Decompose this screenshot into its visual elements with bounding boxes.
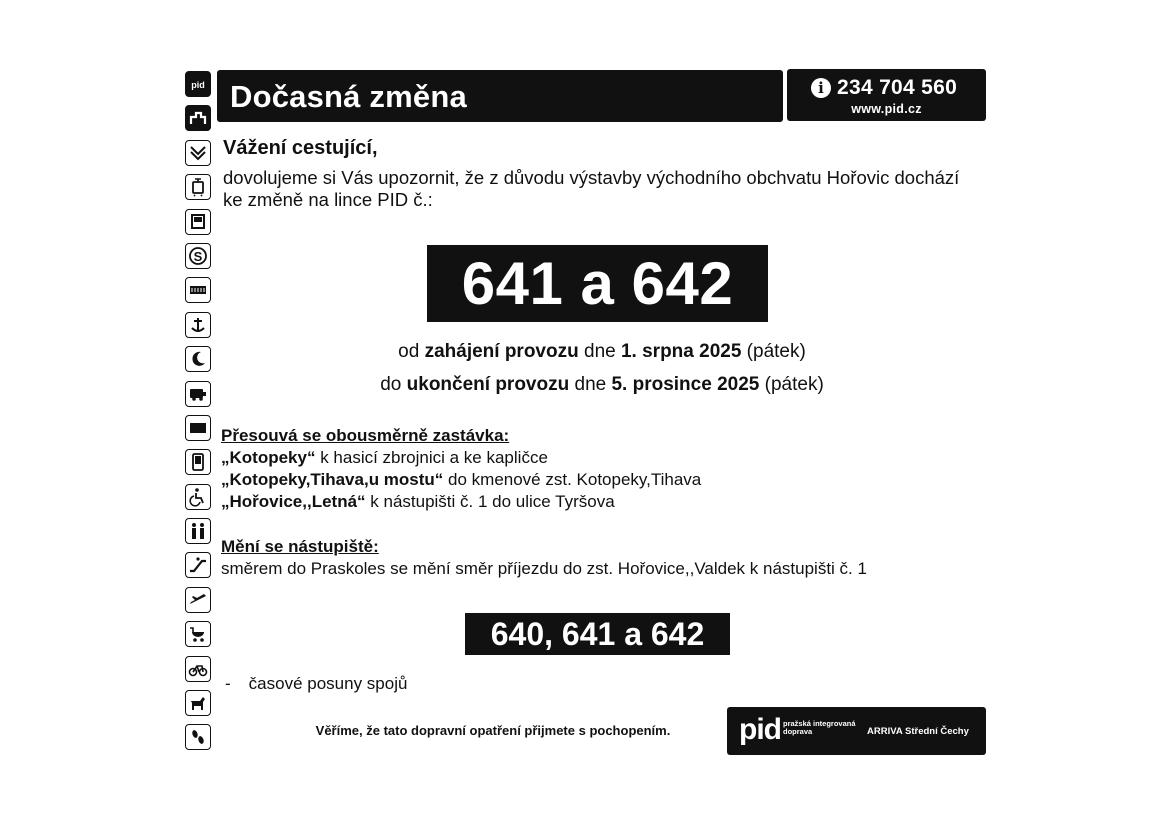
list-item: „Kotopeky,Tihava,u mostu“ do kmenové zst. Kotopeky,Tihava (221, 470, 702, 489)
svg-text:pid: pid (191, 80, 205, 90)
airplane-icon (185, 587, 211, 613)
list-item: „Hořovice,,Letná“ k nástupišti č. 1 do ulice Tyršova (221, 492, 615, 511)
dog-icon (185, 690, 211, 716)
contact-box (787, 69, 986, 121)
title-bar (217, 70, 783, 122)
page-title: Dočasná změna (230, 79, 467, 114)
svg-text:S: S (193, 248, 203, 264)
note-dash: - (225, 674, 231, 693)
train-icon (185, 209, 211, 235)
ferry-icon (185, 312, 211, 338)
bicycle-icon (185, 656, 211, 682)
night-icon (185, 346, 211, 372)
pid-logo: pid (739, 713, 781, 746)
platform-heading: Mění se nástupiště: (221, 537, 379, 556)
escalator-icon (185, 552, 211, 578)
ticket-icon (185, 277, 211, 303)
s-train-icon (185, 243, 211, 269)
primary-lines-box: 641 a 642 (427, 245, 768, 322)
note (225, 674, 407, 694)
bus-icon (185, 381, 211, 407)
phone-number: 234 704 560 (837, 76, 958, 99)
icon-strip (185, 71, 213, 759)
secondary-lines-box: 640, 641 a 642 (465, 613, 730, 655)
website: www.pid.cz (851, 102, 922, 116)
tram-icon (185, 174, 211, 200)
note-text: časové posuny spojů (248, 674, 408, 693)
list-item: „Kotopeky“ k hasicí zbrojnici a ke kapličce (221, 448, 548, 467)
platform-text: směrem do Praskoles se mění směr příjezdu do zst. Hořovice,,Valdek k nástupišti č. 1 (221, 559, 867, 578)
footer-text: Věříme, že tato dopravní opatření přijmete s pochopením. (315, 723, 671, 738)
metro-icon (185, 140, 211, 166)
pid-logo-icon (185, 71, 211, 97)
ticket-card-icon (185, 415, 211, 441)
phone-icon (185, 449, 211, 475)
greeting: Vážení cestující, (223, 137, 378, 159)
platform-section (221, 536, 867, 580)
wheelchair-icon (185, 484, 211, 510)
pid-logo-subtitle: pražská integrovaná doprava (783, 719, 856, 736)
walking-icon (185, 724, 211, 750)
period-end: do ukončení provozu dne 5. prosince 2025 (pátek) (380, 374, 824, 395)
bus-stop-icon (185, 105, 211, 131)
intro-text: dovolujeme si Vás upozornit, že z důvodu výstavby východního obchvatu Hořovic dochází ke změně na lince PID č.: (223, 167, 960, 210)
footer-logo-box (727, 707, 986, 755)
pram-icon (185, 621, 211, 647)
period-start: od zahájení provozu dne 1. srpna 2025 (pátek) (398, 341, 806, 362)
family-icon (185, 518, 211, 544)
phone-row (811, 76, 957, 100)
stops-section (221, 425, 701, 513)
stops-heading: Přesouvá se obousměrně zastávka: (221, 426, 510, 445)
operator-name: ARRIVA Střední Čechy (867, 726, 969, 737)
info-icon: i (811, 78, 831, 98)
